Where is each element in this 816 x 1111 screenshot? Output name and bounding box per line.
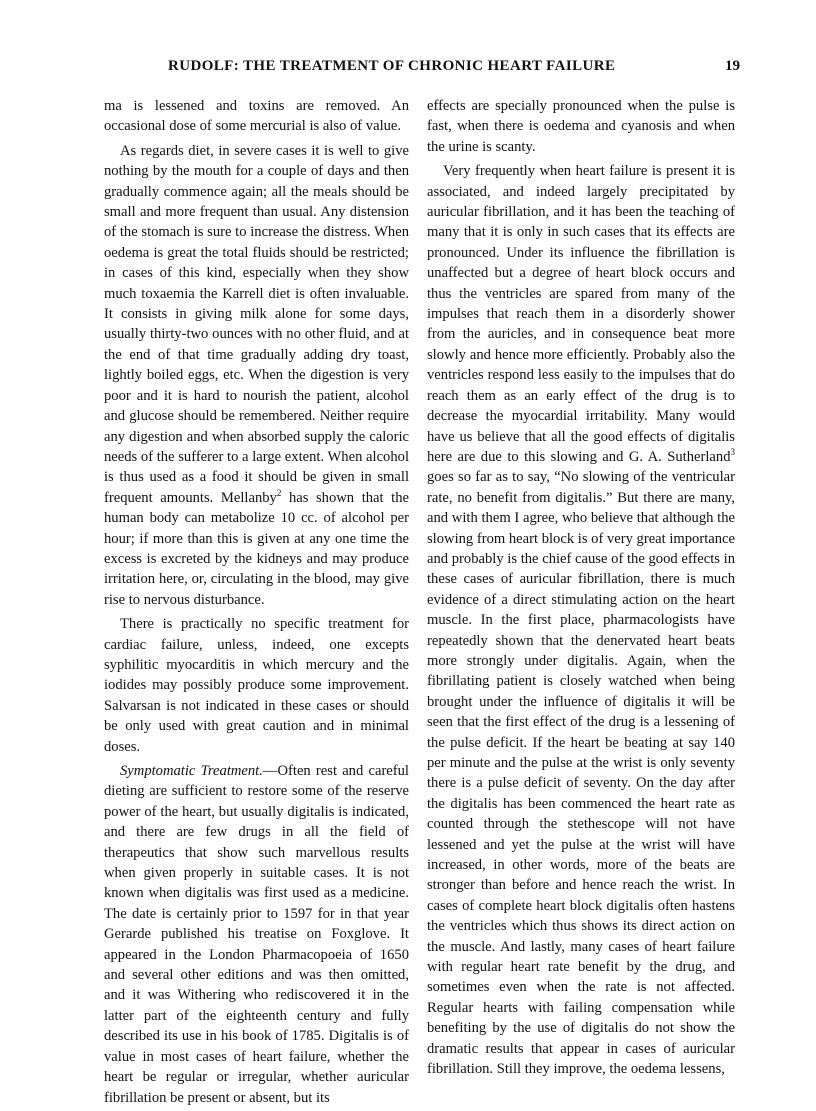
running-header [104,58,740,82]
paragraph: effects are specially pronounced when the pulse is fast, when there is oedema and cyanosis and when the urine is scanty. [427,98,735,155]
right-column [427,96,735,1080]
paragraph-fibrillation [427,161,735,1079]
paragraph-text: Very frequently when heart failure is present it is associated, and indeed largely precipitated by auricular fibrillation, and it has been the teaching of many that it is only in such cases that its effects are pronounced. Under its influence the fibrillation is unaffected but a degree of heart block occurs and thus the ventricles are spared from many of the impulses that reach them in a disorderly shower from the auricles, and in consequence beat more slowly and hence more efficiently. Probably also the ventricles respond less easily to the impulses that do reach them as an early effect of the drug is to decrease the myocardial irritability. Many would have us believe that all the good effects of digitalis here are due to this slowing and G. A. Sutherland [427,163,735,465]
page-number: 19 [725,58,740,74]
paragraph-text: —Often rest and careful dieting are sufficient to restore some of the reserve power of the heart, but usually digitalis is indicated, and there are few drugs in all the field of therapeutics that show such marvellous results when given properly in suitable cases. It is not known when digitalis was first used as a medicine. The date is certainly prior to 1597 for in that year Gerarde published his treatise on Foxglove. It appeared in the London Pharmacopoeia of 1650 and several other editions and was then omitted, and it was Withering who rediscovered it in the latter part of the eighteenth century and fully described its use in his book of 1785. Digitalis is of value in most cases of heart failure, whether the heart be regular or irregular, whether auricular fibrillation be present or absent, but its [104,763,409,1106]
left-column [104,96,409,1108]
paragraph-diet [104,141,409,610]
paragraph-text: has shown that the human body can metabolize 10 cc. of alcohol per hour; if more than this is given at any one time the excess is excreted by the kidneys and may produce irritation here, or, circulating in the blood, may give rise to nervous disturbance. [104,489,409,608]
paragraph-text: As regards diet, in severe cases it is well to give nothing by the mouth for a couple of days and then gradually commence again; all the meals should be small and more frequent than usual. Any distension of the stomach is sure to increase the distress. When oedema is great the total fluids should be restricted; in cases of this kind, especially when they show much toxaemia the Karrell diet is often invaluable. It consists in giving milk alone for some days, usually thirty-two ounces with no other fluid, and at the end of that time gradually adding dry toast, lightly boiled eggs, etc. When the digestion is very poor and it is hard to nourish the patient, alcohol and glucose should be remembered. Neither require any digestion and when absorbed supply the caloric needs of the sufferer to a large extent. When alcohol is thus used as a food it should be given in small frequent amounts. Mellanby [104,142,409,506]
paragraph: There is practically no specific treatment for cardiac failure, unless, indeed, one excepts syphilitic myocarditis in which mercury and the iodides may possibly produce some improvement. Salvarsan is not indicated in these cases or should be only used with great caution and in minimal doses. [104,616,409,755]
paragraph: ma is lessened and toxins are removed. An occasional dose of some mercurial is also of value. [104,98,409,135]
footnote-ref: 3 [730,446,735,457]
footnote-ref: 2 [276,487,282,498]
running-title: RUDOLF: THE TREATMENT OF CHRONIC HEART FAILURE [168,58,616,74]
section-heading: Symptomatic Treatment. [120,763,263,779]
paragraph-text: goes so far as to say, “No slowing of the ventricular rate, no benefit from digitalis.” But there are many, and with them I agree, who believe that although the slowing from heart block is of very great importance and probably is the chief cause of the good effects in these cases of auricular fibrillation, there is much evidence of a direct stimulating action on the heart muscle. In the first place, pharmacologists have repeatedly shown that the denervated heart beats more strongly under digitalis. Again, when the fibrillating patient is closely watched when being brought under the influence of digitalis it will be seen that the first effect of the drug is a lessening of the pulse deficit. If the heart be beating at say 140 per minute and the pulse at the wrist is only seventy there is a pulse deficit of seventy. On the day after the digitalis has been commenced the heart rate as counted through the stethescope will not have lessened and yet the pulse at the wrist will have increased, in other words, more of the beats are stronger than before and hence reach the wrist. In cases of complete heart block digitalis often hastens the ventricles which thus shows its direct action on the muscle. And lastly, many cases of heart failure with regular heart rate benefit by the drug, and sometimes even when the rate is not affected. Regular hearts with failing compensation while benefiting by the use of digitalis do not show the dramatic results that appear in cases of auricular fibrillation. Still they improve, the oedema lessens, [427,469,735,1078]
paragraph-symptomatic [104,761,409,1108]
